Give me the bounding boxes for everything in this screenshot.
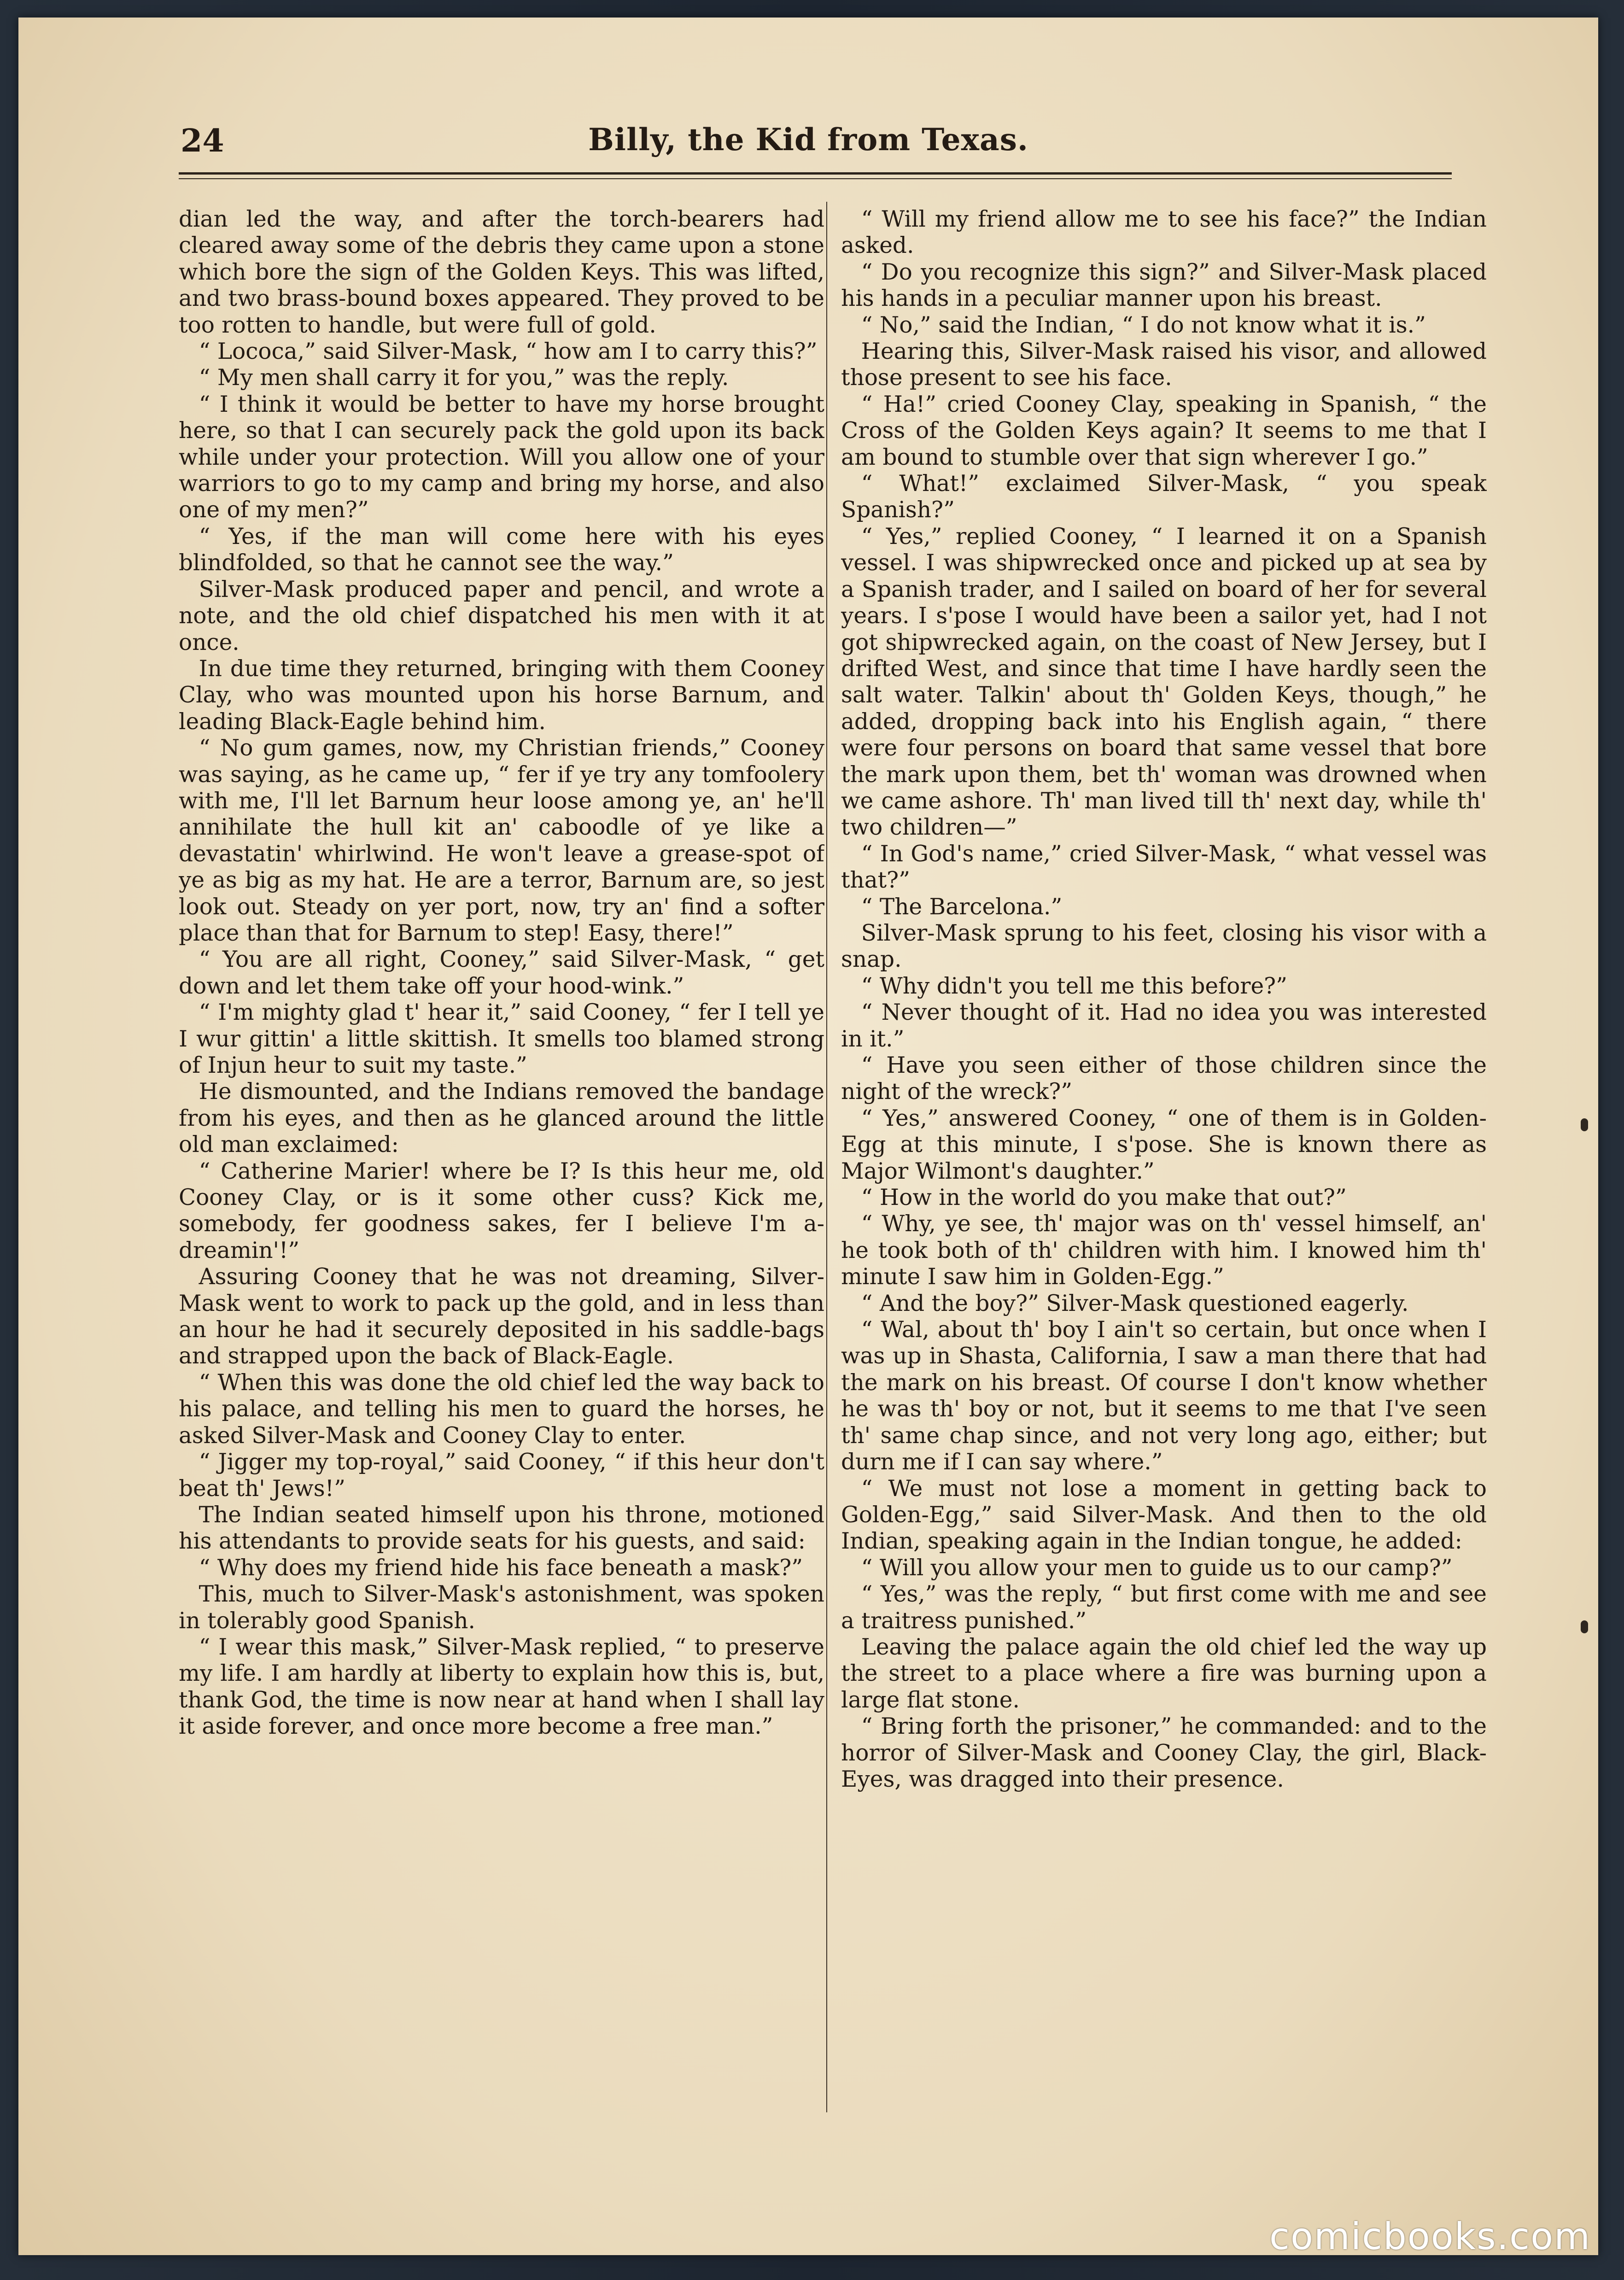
paragraph: Hearing this, Silver-Mask raised his visor, and allowed those present to see his face. (841, 339, 1487, 391)
paragraph: “ I'm mighty glad t' hear it,” said Cooney, “ fer I tell ye I wur gittin' a little skittish. It smells too blamed strong of Injun heur to suit my taste.” (179, 1000, 824, 1078)
paragraph: “ My men shall carry it for you,” was the reply. (199, 365, 729, 391)
header-rule (179, 172, 1452, 179)
newspaper-page (18, 18, 1598, 2255)
paragraph: “ In God's name,” cried Silver-Mask, “ what vessel was that?” (841, 841, 1487, 894)
paragraph: In due time they returned, bringing with them Cooney Clay, who was mounted upon his horse Barnum, and leading Black-Eagle behind him. (179, 655, 824, 735)
paragraph: “ No,” said the Indian, “ I do not know what it is.” (861, 312, 1426, 338)
paragraph: “ Never thought of it. Had no idea you was interested in it.” (841, 1000, 1487, 1052)
paragraph: “ Lococa,” said Silver-Mask, “ how am I to carry this?” (199, 339, 818, 365)
paragraph: “ I wear this mask,” Silver-Mask replied, “ to preserve my life. I am hardly at liberty to explain how this is, but, thank God, the time is now near at hand when I shall lay it aside forever, and once more become a free man.” (179, 1634, 824, 1740)
paragraph: This, much to Silver-Mask's astonishment, was spoken in tolerably good Spanish. (179, 1581, 824, 1634)
paragraph: “ I think it would be better to have my horse brought here, so that I can securely pack the gold upon its back while under your protection. Will you allow one of your warriors to go to my camp and bring my horse, and also one of my men?” (179, 391, 824, 523)
right-column (841, 206, 1487, 2118)
page-number: 24 (181, 123, 224, 159)
watermark: comicbooks.com (1269, 2215, 1591, 2258)
paragraph: “ Have you seen either of those children since the night of the wreck?” (841, 1052, 1487, 1105)
paragraph: dian led the way, and after the torch-bearers had cleared away some of the debris they came upon a stone which bore the sign of the Golden Keys. This was lifted, and two brass-bound boxes appeared. They proved to be too rotten to handle, but were full of gold. (179, 206, 824, 338)
staple-hole (1581, 1118, 1588, 1131)
paragraph: “ You are all right, Cooney,” said Silver-Mask, “ get down and let them take off your hood-wink.” (179, 947, 824, 999)
paragraph: Leaving the palace again the old chief led the way up the street to a place where a fire was burning upon a large flat stone. (841, 1634, 1487, 1713)
paragraph: “ Bring forth the prisoner,” he commanded: and to the horror of Silver-Mask and Cooney Clay, the girl, Black-Eyes, was dragged into their presence. (841, 1713, 1487, 1792)
paragraph: “ What!” exclaimed Silver-Mask, “ you speak Spanish?” (841, 471, 1487, 523)
staple-hole (1581, 1620, 1588, 1633)
paragraph: “ Jigger my top-royal,” said Cooney, “ if this heur don't beat th' Jews!” (179, 1449, 824, 1502)
column-divider (826, 202, 827, 2112)
paragraph: “ Yes,” answered Cooney, “ one of them is in Golden-Egg at this minute, I s'pose. She is known there as Major Wilmont's daughter.” (841, 1105, 1487, 1184)
paragraph: “ We must not lose a moment in getting back to Golden-Egg,” said Silver-Mask. And then to the old Indian, speaking again in the Indian tongue, he added: (841, 1475, 1487, 1555)
paragraph: “ Why does my friend hide his face beneath a mask?” (199, 1555, 803, 1581)
paragraph: “ Ha!” cried Cooney Clay, speaking in Spanish, “ the Cross of the Golden Keys again? It seems to me that I am bound to stumble over that sign wherever I go.” (841, 391, 1487, 470)
paragraph: “ Wal, about th' boy I ain't so certain, but once when I was up in Shasta, California, I saw a man there that had the mark on his breast. Of course I don't know whether he was th' boy or not, but it seems to me that I've seen th' same chap since, and not very long ago, either; but durn me if I can say where.” (841, 1317, 1487, 1475)
paragraph: “ How in the world do you make that out?” (861, 1185, 1347, 1211)
paragraph: Assuring Cooney that he was not dreaming, Silver-Mask went to work to pack up the gold, and in less than an hour he had it securely deposited in his saddle-bags and strapped upon the back of Black-Eagle. (179, 1264, 824, 1369)
paragraph: He dismounted, and the Indians removed the bandage from his eyes, and then as he glanced around the little old man exclaimed: (179, 1079, 824, 1158)
paragraph: Silver-Mask produced paper and pencil, and wrote a note, and the old chief dispatched his men with it at once. (179, 576, 824, 655)
paragraph: “ No gum games, now, my Christian friends,” Cooney was saying, as he came up, “ fer if ye try any tomfoolery with me, I'll let Barnum heur loose among ye, an' he'll annihilate the hull kit an' caboodle of ye like a devastatin' whirlwind. He won't leave a grease-spot of ye as big as my hat. He are a terror, Barnum are, so jest look out. Steady on yer port, now, try an' find a softer place than that for Barnum to step! Easy, there!” (179, 735, 824, 946)
paragraph: “ Yes,” was the reply, “ but first come with me and see a traitress punished.” (841, 1581, 1487, 1634)
page-title: Billy, the Kid from Texas. (588, 122, 1028, 158)
paragraph: “ Yes, if the man will come here with his eyes blindfolded, so that he cannot see the way.” (179, 523, 824, 576)
paragraph: The Indian seated himself upon his throne, motioned his attendants to provide seats for his guests, and said: (179, 1502, 824, 1555)
left-column (179, 206, 824, 2118)
paragraph: “ Why didn't you tell me this before?” (861, 973, 1287, 999)
paragraph: “ And the boy?” Silver-Mask questioned eagerly. (861, 1290, 1409, 1316)
paragraph: Silver-Mask sprung to his feet, closing his visor with a snap. (841, 920, 1487, 973)
paragraph: “ Why, ye see, th' major was on th' vessel himself, an' he took both of th' children with him. I knowed him th' minute I saw him in Golden-Egg.” (841, 1211, 1487, 1290)
paragraph: “ Yes,” replied Cooney, “ I learned it on a Spanish vessel. I was shipwrecked once and picked up at sea by a Spanish trader, and I sailed on board of her for several years. I s'pose I would have been a sailor yet, had I not got shipwrecked again, on the coast of New Jersey, but I drifted West, and since that time I have hardly seen the salt water. Talkin' about th' Golden Keys, though,” he added, dropping back into his English again, “ there were four persons on board that same vessel that bore the mark upon them, bet th' woman was drowned when we came ashore. Th' man lived till th' next day, while th' two children—” (841, 523, 1487, 841)
paragraph: “ Will you allow your men to guide us to our camp?” (861, 1555, 1453, 1581)
paragraph: “ The Barcelona.” (861, 894, 1063, 920)
paragraph: “ Will my friend allow me to see his face?” the Indian asked. (841, 206, 1487, 259)
paragraph: “ When this was done the old chief led the way back to his palace, and telling his men to guard the horses, he asked Silver-Mask and Cooney Clay to enter. (179, 1369, 824, 1449)
paragraph: “ Do you recognize this sign?” and Silver-Mask placed his hands in a peculiar manner upon his breast. (841, 259, 1487, 312)
paragraph: “ Catherine Marier! where be I? Is this heur me, old Cooney Clay, or is it some other cuss? Kick me, somebody, fer goodness sakes, fer I believe I'm a-dreamin'!” (179, 1158, 824, 1263)
